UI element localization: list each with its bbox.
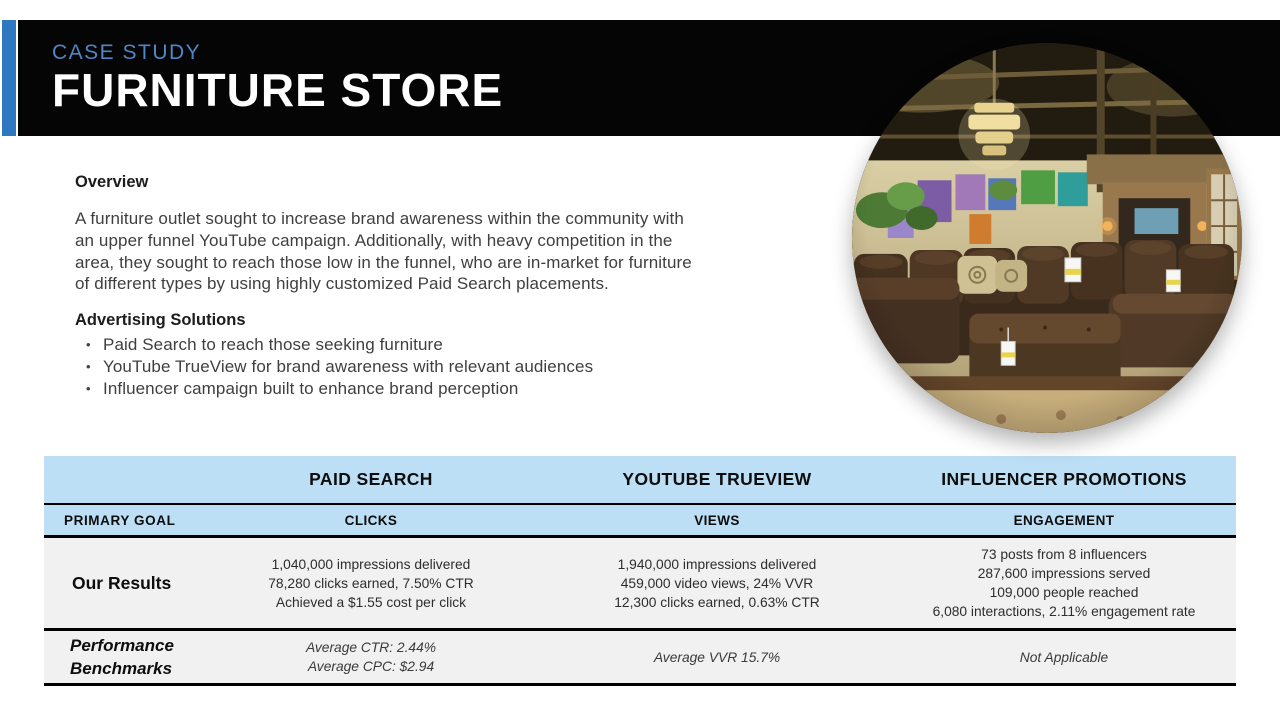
performance-benchmarks-label: Performance Benchmarks (70, 636, 174, 678)
bullet-icon: • (86, 381, 91, 396)
result-line: 12,300 clicks earned, 0.63% CTR (614, 594, 820, 610)
overview-line: of different types by using highly customized Paid Search placements. (75, 274, 609, 294)
benchmark-influencer-cell (892, 631, 1236, 683)
overview-line: area, they sought to reach those low in the funnel, who are in-market for furniture (75, 252, 692, 272)
benchmark-paid-search-cell (200, 631, 542, 683)
result-line: 73 posts from 8 influencers (981, 547, 1147, 562)
overview-line: A furniture outlet sought to increase brand awareness within the community with (75, 209, 684, 228)
goal-engagement: ENGAGEMENT (1013, 512, 1115, 528)
results-influencer-cell (892, 538, 1236, 628)
list-item (75, 356, 805, 378)
result-line: 109,000 people reached (989, 585, 1139, 600)
results-youtube-cell (542, 538, 892, 628)
performance-benchmarks-row (44, 628, 1236, 686)
accent-bar (2, 20, 16, 136)
our-results-label: Our Results (72, 572, 172, 593)
benchmark-line: Not Applicable (1019, 649, 1109, 665)
list-item (75, 378, 805, 400)
benchmark-line: Average CTR: 2.44% (305, 640, 437, 655)
primary-goal-row (44, 503, 1236, 535)
overview-heading: Overview (75, 173, 149, 191)
bullet-text: Influencer campaign built to enhance brand perception (103, 379, 519, 398)
result-line: 6,080 interactions, 2.11% engagement rate (932, 604, 1196, 619)
table-header-row (44, 456, 1236, 503)
benchmark-line: Average VVR 15.7% (653, 649, 781, 665)
results-table (44, 456, 1236, 686)
goal-views: VIEWS (694, 512, 740, 528)
table-header-empty (44, 456, 200, 503)
advertising-solutions-section (75, 311, 805, 400)
bullet-text: YouTube TrueView for brand awareness with relevant audiences (103, 357, 594, 376)
column-header-youtube-trueview: YOUTUBE TRUEVIEW (622, 469, 812, 489)
result-line: Achieved a $1.55 cost per click (275, 594, 467, 610)
solutions-list (75, 334, 805, 400)
benchmark-youtube-cell (542, 631, 892, 683)
solutions-heading: Advertising Solutions (75, 311, 246, 329)
column-header-paid-search: PAID SEARCH (309, 469, 433, 489)
overview-line: an upper funnel YouTube campaign. Additionally, with heavy competition in the (75, 230, 673, 250)
result-line: 78,280 clicks earned, 7.50% CTR (268, 575, 474, 591)
goal-clicks: CLICKS (344, 512, 398, 528)
result-line: 1,040,000 impressions delivered (271, 556, 471, 572)
case-study-label: CASE STUDY (52, 41, 202, 64)
our-results-row (44, 535, 1236, 628)
slide-title: FURNITURE STORE (52, 64, 504, 116)
result-line: 459,000 video views, 24% VVR (620, 575, 814, 591)
result-line: 287,600 impressions served (977, 566, 1151, 581)
bullet-icon: • (86, 337, 91, 352)
furniture-showroom-photo (852, 43, 1242, 433)
result-line: 1,940,000 impressions delivered (617, 556, 817, 572)
overview-section (75, 173, 805, 311)
results-paid-search-cell (200, 538, 542, 628)
benchmark-line: Average CPC: $2.94 (307, 659, 435, 674)
primary-goal-label: PRIMARY GOAL (64, 512, 176, 528)
column-header-influencer-promotions: INFLUENCER PROMOTIONS (941, 469, 1187, 489)
furniture-showroom-illustration (852, 43, 1242, 433)
list-item (75, 334, 805, 356)
bullet-text: Paid Search to reach those seeking furniture (103, 335, 443, 354)
overview-paragraph (75, 208, 805, 295)
bullet-icon: • (86, 359, 91, 374)
